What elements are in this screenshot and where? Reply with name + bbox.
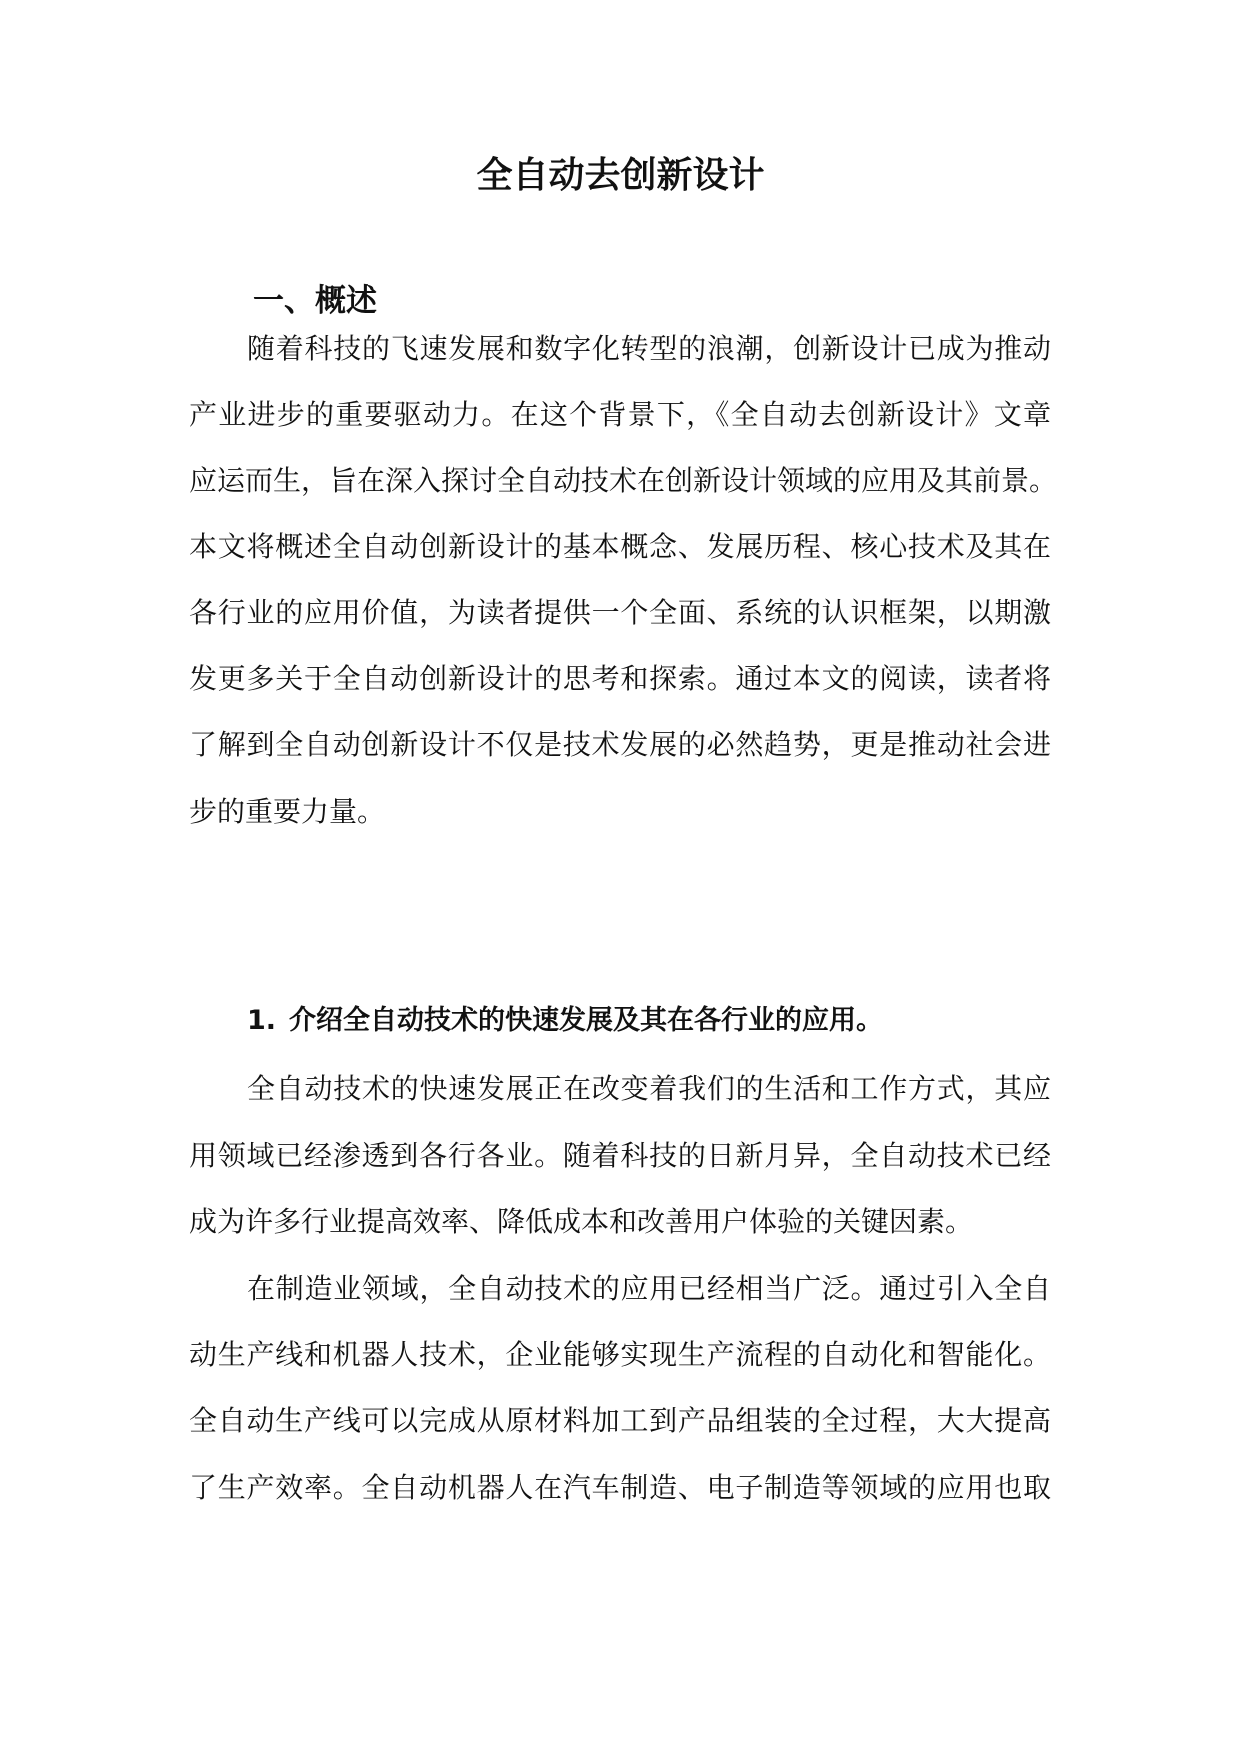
subsection-title: 介绍全自动技术的快速发展及其在各行业的应用。 bbox=[289, 1005, 883, 1036]
paragraph-line: 全自动生产线可以完成从原材料加工到产品组装的全过程，大大提高 bbox=[189, 1404, 1051, 1437]
paragraph-line: 产业进步的重要驱动力。在这个背景下，《全自动去创新设计》文章 bbox=[189, 398, 1051, 431]
subsection-heading bbox=[247, 996, 883, 1046]
paragraph-line: 成为许多行业提高效率、降低成本和改善用户体验的关键因素。 bbox=[189, 1205, 974, 1238]
paragraph-line: 用领域已经渗透到各行各业。随着科技的日新月异，全自动技术已经 bbox=[189, 1139, 1051, 1172]
paragraph-line: 各行业的应用价值，为读者提供一个全面、系统的认识框架，以期激 bbox=[189, 596, 1051, 629]
paragraph-line: 了生产效率。全自动机器人在汽车制造、电子制造等领域的应用也取 bbox=[189, 1471, 1051, 1504]
paragraph-line: 随着科技的飞速发展和数字化转型的浪潮，创新设计已成为推动 bbox=[247, 332, 1051, 365]
subsection-number: 1. bbox=[247, 1005, 277, 1036]
paragraph-line: 应运而生，旨在深入探讨全自动技术在创新设计领域的应用及其前景。 bbox=[189, 464, 1058, 497]
paragraph-line: 动生产线和机器人技术，企业能够实现生产流程的自动化和智能化。 bbox=[189, 1338, 1051, 1371]
document-title: 全自动去创新设计 bbox=[476, 155, 765, 196]
paragraph-line: 发更多关于全自动创新设计的思考和探索。通过本文的阅读，读者将 bbox=[189, 662, 1051, 695]
paragraph-line: 了解到全自动创新设计不仅是技术发展的必然趋势，更是推动社会进 bbox=[189, 728, 1051, 761]
paragraph-line: 在制造业领域，全自动技术的应用已经相当广泛。通过引入全自 bbox=[247, 1272, 1051, 1305]
paragraph-line: 步的重要力量。 bbox=[189, 795, 386, 828]
paragraph-line: 本文将概述全自动创新设计的基本概念、发展历程、核心技术及其在 bbox=[189, 530, 1051, 563]
paragraph-line: 全自动技术的快速发展正在改变着我们的生活和工作方式，其应 bbox=[247, 1072, 1051, 1105]
section-heading-overview: 一、概述 bbox=[253, 283, 377, 319]
